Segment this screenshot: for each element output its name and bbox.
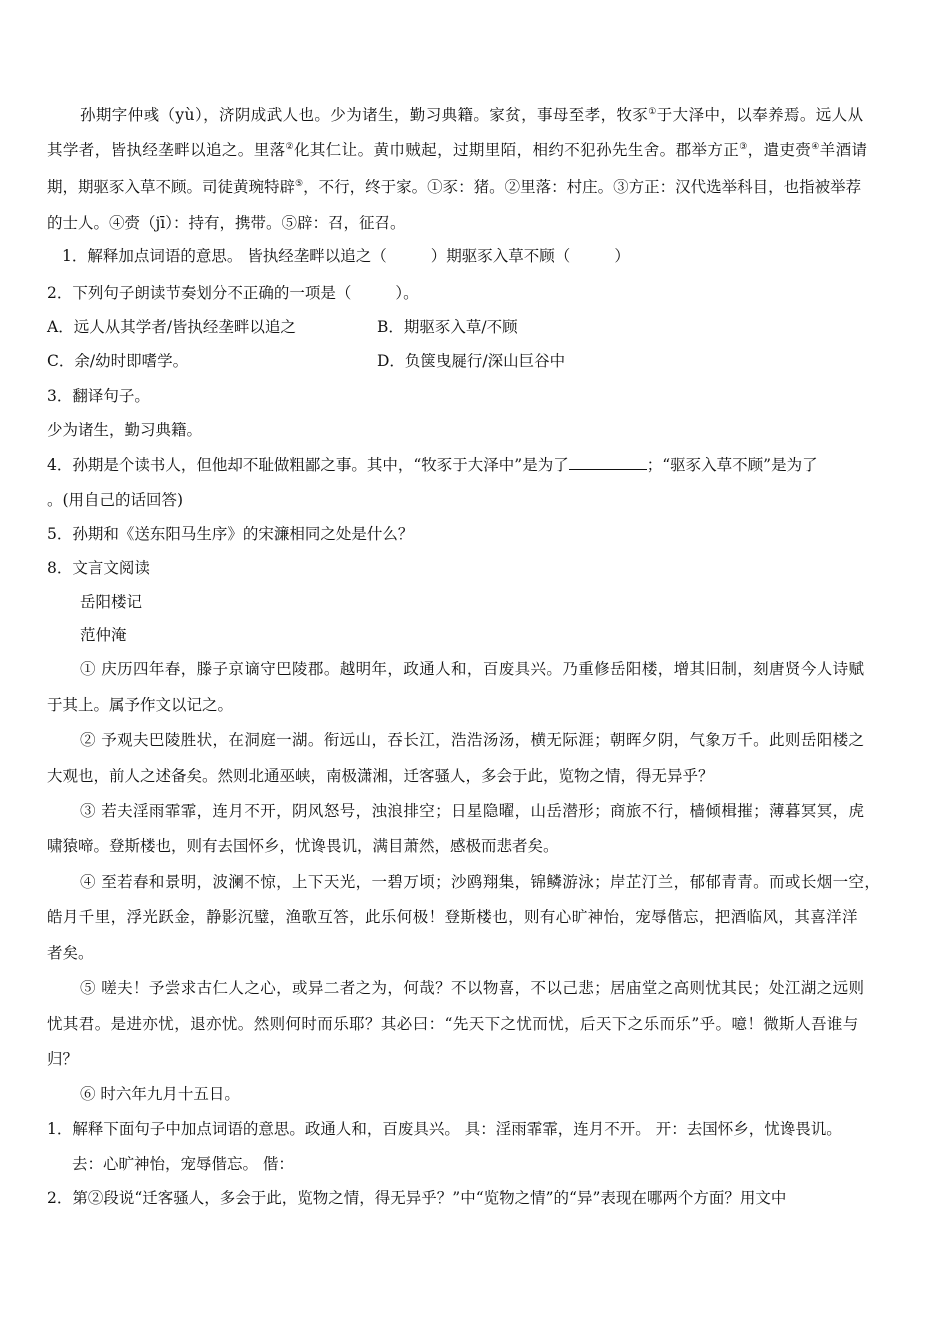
- essay-title: 岳阳楼记: [80, 593, 143, 611]
- option-b: B．期驱豕入草/不顾: [377, 318, 518, 336]
- question-2: 2．下列句子朗读节奏划分不正确的一项是（ ）。: [47, 284, 419, 302]
- paragraph-4-line: ④ 至若春和景明，波澜不惊，上下天光，一碧万顷；沙鸥翔集，锦鳞游泳；岸芷汀兰，郁郁青青。而或长烟一空，: [80, 873, 881, 891]
- paragraph-3-line: ③ 若夫淫雨霏霏，连月不开，阴风怒号，浊浪排空；日星隐曜，山岳潜形；商旅不行，樯倾楫摧；薄暮冥冥，虎: [80, 802, 865, 820]
- question-1: 1．解释加点词语的意思。 皆执经垄畔以追之（ ）期驱豕入草不顾（ ）: [62, 247, 630, 265]
- option-c: C．余/幼时即嗜学。: [47, 352, 189, 370]
- essay-author: 范仲淹: [80, 626, 127, 644]
- question-4: 4．孙期是个读书人，但他却不耻做粗鄙之事。其中，“牧豕于大泽中”是为了 ；“驱豕入草不顾”是为了: [47, 456, 818, 474]
- paragraph-5-line: 忧其君。是进亦忧，退亦忧。然则何时而乐耶？其必曰：“先天下之忧而忧，后天下之乐而乐”乎。噫！微斯人吾谁与: [47, 1015, 859, 1033]
- footnote-mark: ②: [285, 141, 294, 152]
- paragraph-4-line: 者矣。: [47, 944, 94, 962]
- paragraph-5-line: 归？: [47, 1050, 79, 1068]
- paragraph-6: ⑥ 时六年九月十五日。: [80, 1085, 240, 1103]
- footnote-mark: ①: [648, 106, 657, 117]
- section-heading: 8．文言文阅读: [47, 559, 150, 577]
- passage1-line4: 的士人。④赍（jī）：持有，携带。⑤辟：召，征召。: [47, 214, 406, 232]
- footnote-mark: ④: [811, 141, 820, 152]
- question-2-1: 1．解释下面句子中加点词语的意思。政通人和，百废具兴。 具：淫雨霏霏，连月不开。 开：去国怀乡，忧谗畏讥。: [47, 1120, 842, 1138]
- footnote-mark: ⑤: [295, 178, 304, 189]
- option-a: A．远人从其学者/皆执经垄畔以追之: [47, 318, 296, 336]
- paragraph-5-line: ⑤ 嗟夫！予尝求古仁人之心，或异二者之为，何哉？不以物喜，不以己悲；居庙堂之高则忧其民；处江湖之远则: [80, 979, 865, 997]
- paragraph-1-line: ① 庆历四年春，滕子京谪守巴陵郡。越明年，政通人和，百废具兴。乃重修岳阳楼，增其旧制，刻唐贤今人诗赋: [80, 660, 865, 678]
- question-5: 5．孙期和《送东阳马生序》的宋濂相同之处是什么？: [47, 525, 414, 543]
- paragraph-2-line: ② 予观夫巴陵胜状，在洞庭一湖。衔远山，吞长江，浩浩汤汤，横无际涯；朝晖夕阴，气象万千。此则岳阳楼之: [80, 731, 865, 749]
- passage1-line2: 其学者，皆执经垄畔以追之。里落②化其仁让。黄巾贼起，过期里陌，相约不犯孙先生舍。郡举方正③，遣吏赍④羊酒请: [47, 141, 868, 159]
- passage1-line1: 孙期字仲彧（yù），济阴成武人也。少为诸生，勤习典籍。家贫，事母至孝，牧豕①于大泽中，以奉养焉。远人从: [80, 106, 864, 124]
- passage1-line3: 期，期驱豕入草不顾。司徒黄琬特辟⑤，不行，终于家。①豕：猪。②里落：村庄。③方正：汉代选举科目，也指被举荐: [47, 178, 862, 196]
- paragraph-4-line: 皓月千里，浮光跃金，静影沉璧，渔歌互答，此乐何极！登斯楼也，则有心旷神怡，宠辱偕忘，把酒临风，其喜洋洋: [47, 908, 858, 926]
- question-2-2: 2．第②段说“迁客骚人，多会于此，览物之情，得无异乎？”中“览物之情”的“异”表现在哪两个方面？用文中: [47, 1189, 787, 1207]
- question-3: 3．翻译句子。: [47, 387, 150, 405]
- paragraph-2-line: 大观也，前人之述备矣。然则北通巫峡，南极潇湘，迁客骚人，多会于此，览物之情，得无异乎？: [47, 767, 714, 785]
- paragraph-1-line: 于其上。属予作文以记之。: [47, 696, 234, 714]
- option-d: D．负箧曳屣行/深山巨谷中: [377, 352, 566, 370]
- answer-blank[interactable]: [569, 455, 647, 470]
- question-3-sentence: 少为诸生，勤习典籍。: [47, 421, 203, 439]
- question-2-1-cont: 去：心旷神怡，宠辱偕忘。 偕：: [72, 1155, 294, 1173]
- paragraph-3-line: 啸猿啼。登斯楼也，则有去国怀乡，忧谗畏讥，满目萧然，感极而悲者矣。: [47, 837, 559, 855]
- question-4-end: 。(用自己的话回答): [47, 491, 184, 509]
- footnote-mark: ③: [739, 141, 748, 152]
